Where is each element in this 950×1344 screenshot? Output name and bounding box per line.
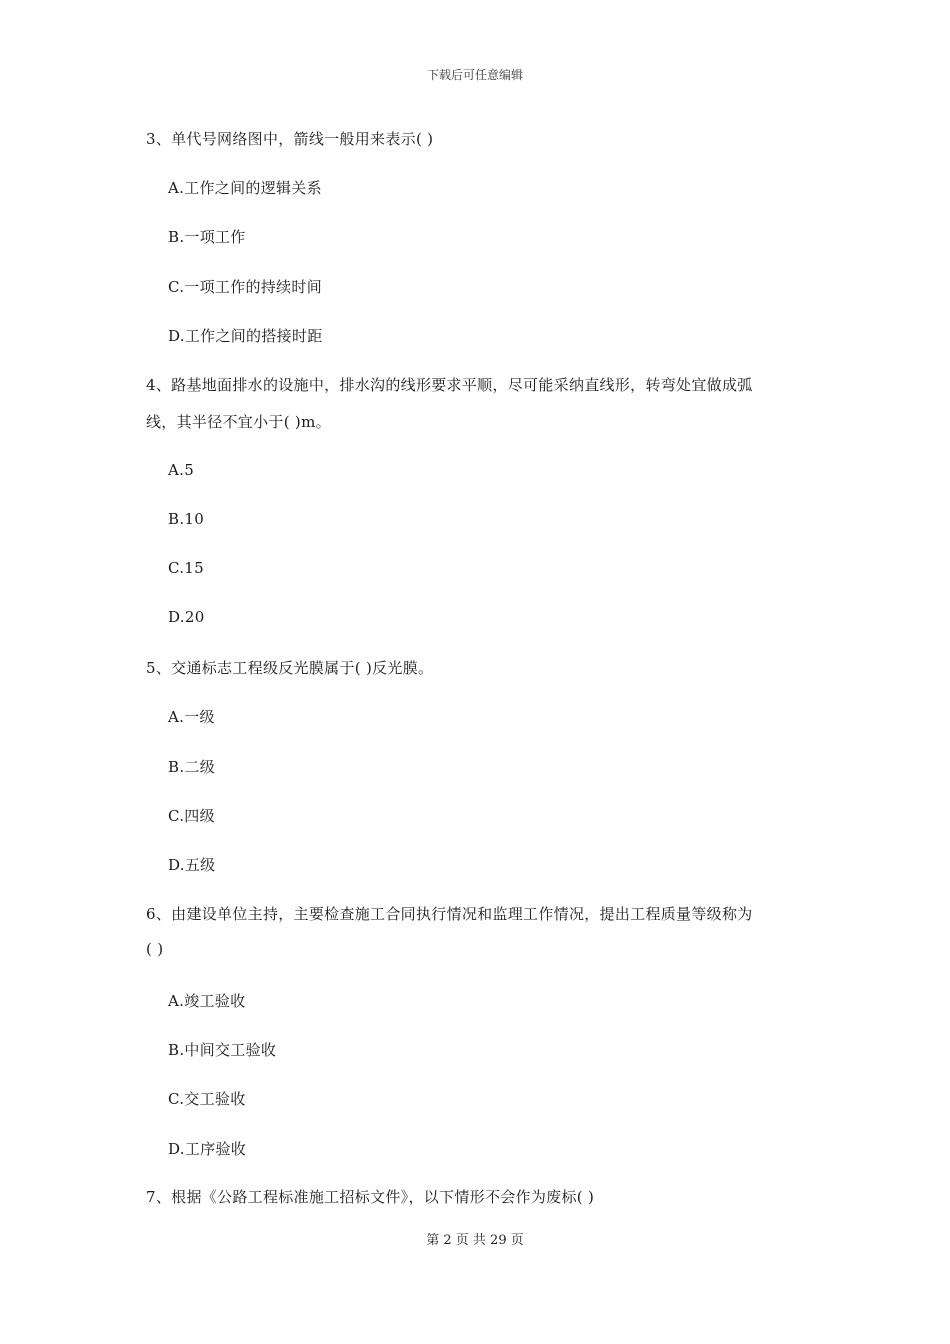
question-3-option-b: B.一项工作 <box>168 228 246 246</box>
question-5-option-c: C.四级 <box>168 807 215 825</box>
question-4-option-a: A.5 <box>168 461 195 479</box>
question-6-stem-line-2: ( ) <box>146 940 164 958</box>
question-6-option-d: D.工序验收 <box>168 1140 247 1158</box>
question-7-stem: 7、根据《公路工程标准施工招标文件》，以下情形不会作为废标( ) <box>146 1188 595 1206</box>
question-4-stem-line-2: 线，其半径不宜小于( )m。 <box>146 413 331 431</box>
question-6-option-a: A.竣工验收 <box>168 992 246 1010</box>
question-3-option-a: A.工作之间的逻辑关系 <box>168 179 322 197</box>
question-5-option-b: B.二级 <box>168 758 215 776</box>
page-footer: 第 2 页 共 29 页 <box>426 1233 524 1248</box>
question-3-stem: 3、单代号网络图中，箭线一般用来表示( ) <box>146 130 434 148</box>
question-6-option-c: C.交工验收 <box>168 1090 246 1108</box>
question-4-option-d: D.20 <box>168 608 205 626</box>
question-5-stem: 5、交通标志工程级反光膜属于( )反光膜。 <box>146 659 434 677</box>
question-5-option-d: D.五级 <box>168 856 216 874</box>
question-3-option-d: D.工作之间的搭接时距 <box>168 327 323 345</box>
question-4-option-c: C.15 <box>168 559 204 577</box>
question-5-option-a: A.一级 <box>168 708 215 726</box>
question-6-stem-line-1: 6、由建设单位主持，主要检查施工合同执行情况和监理工作情况，提出工程质量等级称为 <box>146 905 753 923</box>
page-header: 下载后可任意编辑 <box>426 68 523 82</box>
question-4-stem-line-1: 4、路基地面排水的设施中，排水沟的线形要求平顺，尽可能采纳直线形，转弯处宜做成弧 <box>146 376 753 394</box>
question-4-option-b: B.10 <box>168 510 205 528</box>
question-3-option-c: C.一项工作的持续时间 <box>168 278 323 296</box>
question-6-option-b: B.中间交工验收 <box>168 1041 277 1059</box>
